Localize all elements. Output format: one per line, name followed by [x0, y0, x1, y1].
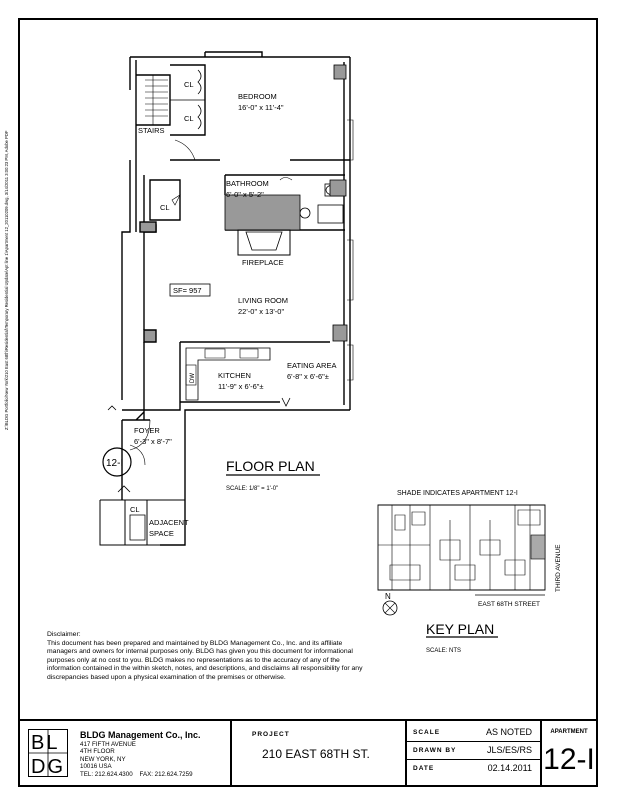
project-label: PROJECT — [252, 731, 290, 738]
closet-label: CL — [130, 505, 140, 514]
unit-tag: 12-I — [106, 458, 124, 469]
scale-value: AS NOTED — [485, 727, 532, 737]
apartment-number: 12-I — [543, 743, 595, 776]
bldg-logo — [28, 729, 68, 777]
bathroom-dimensions: 6'-0" x 5'-2" — [226, 190, 264, 199]
company-address: NEW YORK, NY — [80, 755, 126, 763]
company-cell — [20, 721, 232, 787]
foyer-dimensions: 6'-3" x 8'-7" — [134, 437, 172, 446]
bathroom-label: BATHROOM — [226, 179, 269, 188]
scale-row — [407, 724, 540, 742]
apartment-label: APARTMENT — [550, 729, 588, 735]
disclaimer — [47, 631, 367, 683]
project-cell — [232, 721, 407, 787]
dishwasher-label: DW — [190, 373, 196, 383]
closet-label: CL — [184, 114, 194, 123]
bedroom-dimensions: 16'-0" x 11'-4" — [238, 103, 284, 112]
drawn-by-value: JLS/ES/RS — [486, 745, 532, 755]
foyer-label: FOYER — [134, 426, 160, 435]
adjacent-space-label: ADJACENT — [149, 518, 189, 527]
eating-area-label: EATING AREA — [287, 361, 337, 370]
drawn-by-row — [407, 742, 540, 760]
kitchen-label: KITCHEN — [218, 371, 251, 380]
stairs-label: STAIRS — [138, 126, 165, 135]
company-info — [80, 730, 201, 778]
file-path-note: Z:\BLDG Portfolio\New York\210 East 68th\Residential\Temporary Residential Update\Apt line 1\Apartment 12_20110209.dwg, 3/14/2011 3:00:23 PM, Adobe PDF — [4, 130, 9, 430]
closet-label: CL — [184, 80, 194, 89]
company-address: 10016 USA — [80, 763, 112, 771]
eating-area-dimensions: 6'-8" x 6'-6"± — [287, 372, 329, 381]
third-avenue-label: THIRD AVENUE — [555, 544, 562, 592]
living-room-label: LIVING ROOM — [238, 296, 289, 305]
company-fax: FAX: 212.624.7259 — [139, 770, 193, 778]
east-68th-street-label: EAST 68TH STREET — [478, 601, 541, 608]
key-plan-scale: SCALE: NTS — [426, 648, 462, 654]
info-cell — [407, 721, 542, 787]
living-room-dimensions: 22'-0" x 13'-0" — [238, 307, 285, 316]
disclaimer-heading: Disclaimer: — [47, 631, 81, 638]
svg-text:DG: DG — [31, 756, 65, 777]
fireplace-label: FIREPLACE — [242, 258, 284, 267]
apartment-cell — [542, 721, 596, 787]
svg-text:BL: BL — [31, 732, 60, 754]
north-arrow-label: N — [385, 592, 391, 601]
floor-plan-title: FLOOR PLAN — [226, 458, 315, 474]
date-row — [407, 760, 540, 777]
disclaimer-body: This document has been prepared and maintained by BLDG Management Co., Inc. and its affiliate managers and owners for internal purposes only. BLDG has given you this document for informational purposes only at no cost to you. BLDG makes no representations as to the accuracy of any of the information contained in the within sketch, notes, and descriptions, and disclaims all responsibility for any discrepancies based upon a physical examination of the premises or otherwise. — [47, 639, 363, 681]
bedroom-label: BEDROOM — [238, 92, 277, 101]
date-value: 02.14.2011 — [487, 763, 532, 773]
key-plan-shade-note: SHADE INDICATES APARTMENT 12-I — [397, 490, 518, 497]
adjacent-space-label: SPACE — [149, 529, 174, 538]
scale-label: SCALE — [413, 729, 441, 736]
company-address: 4TH FLOOR — [80, 748, 115, 756]
kitchen-dimensions: 11'-9" x 6'-6"± — [218, 382, 264, 391]
floor-plan-scale: SCALE: 1/8" = 1'-0" — [226, 486, 279, 492]
project-name: 210 EAST 68TH ST. — [262, 747, 370, 761]
key-plan-title: KEY PLAN — [426, 621, 495, 637]
company-phone: TEL: 212.624.4300 — [80, 770, 133, 778]
company-address: 417 FIFTH AVENUE — [80, 741, 136, 748]
company-name: BLDG Management Co., Inc. — [80, 730, 201, 740]
drawn-by-label: DRAWN BY — [413, 747, 457, 754]
date-label: DATE — [413, 765, 435, 772]
title-block — [20, 719, 596, 787]
closet-label: CL — [160, 203, 170, 212]
sf-label: SF= 957 — [173, 286, 202, 295]
